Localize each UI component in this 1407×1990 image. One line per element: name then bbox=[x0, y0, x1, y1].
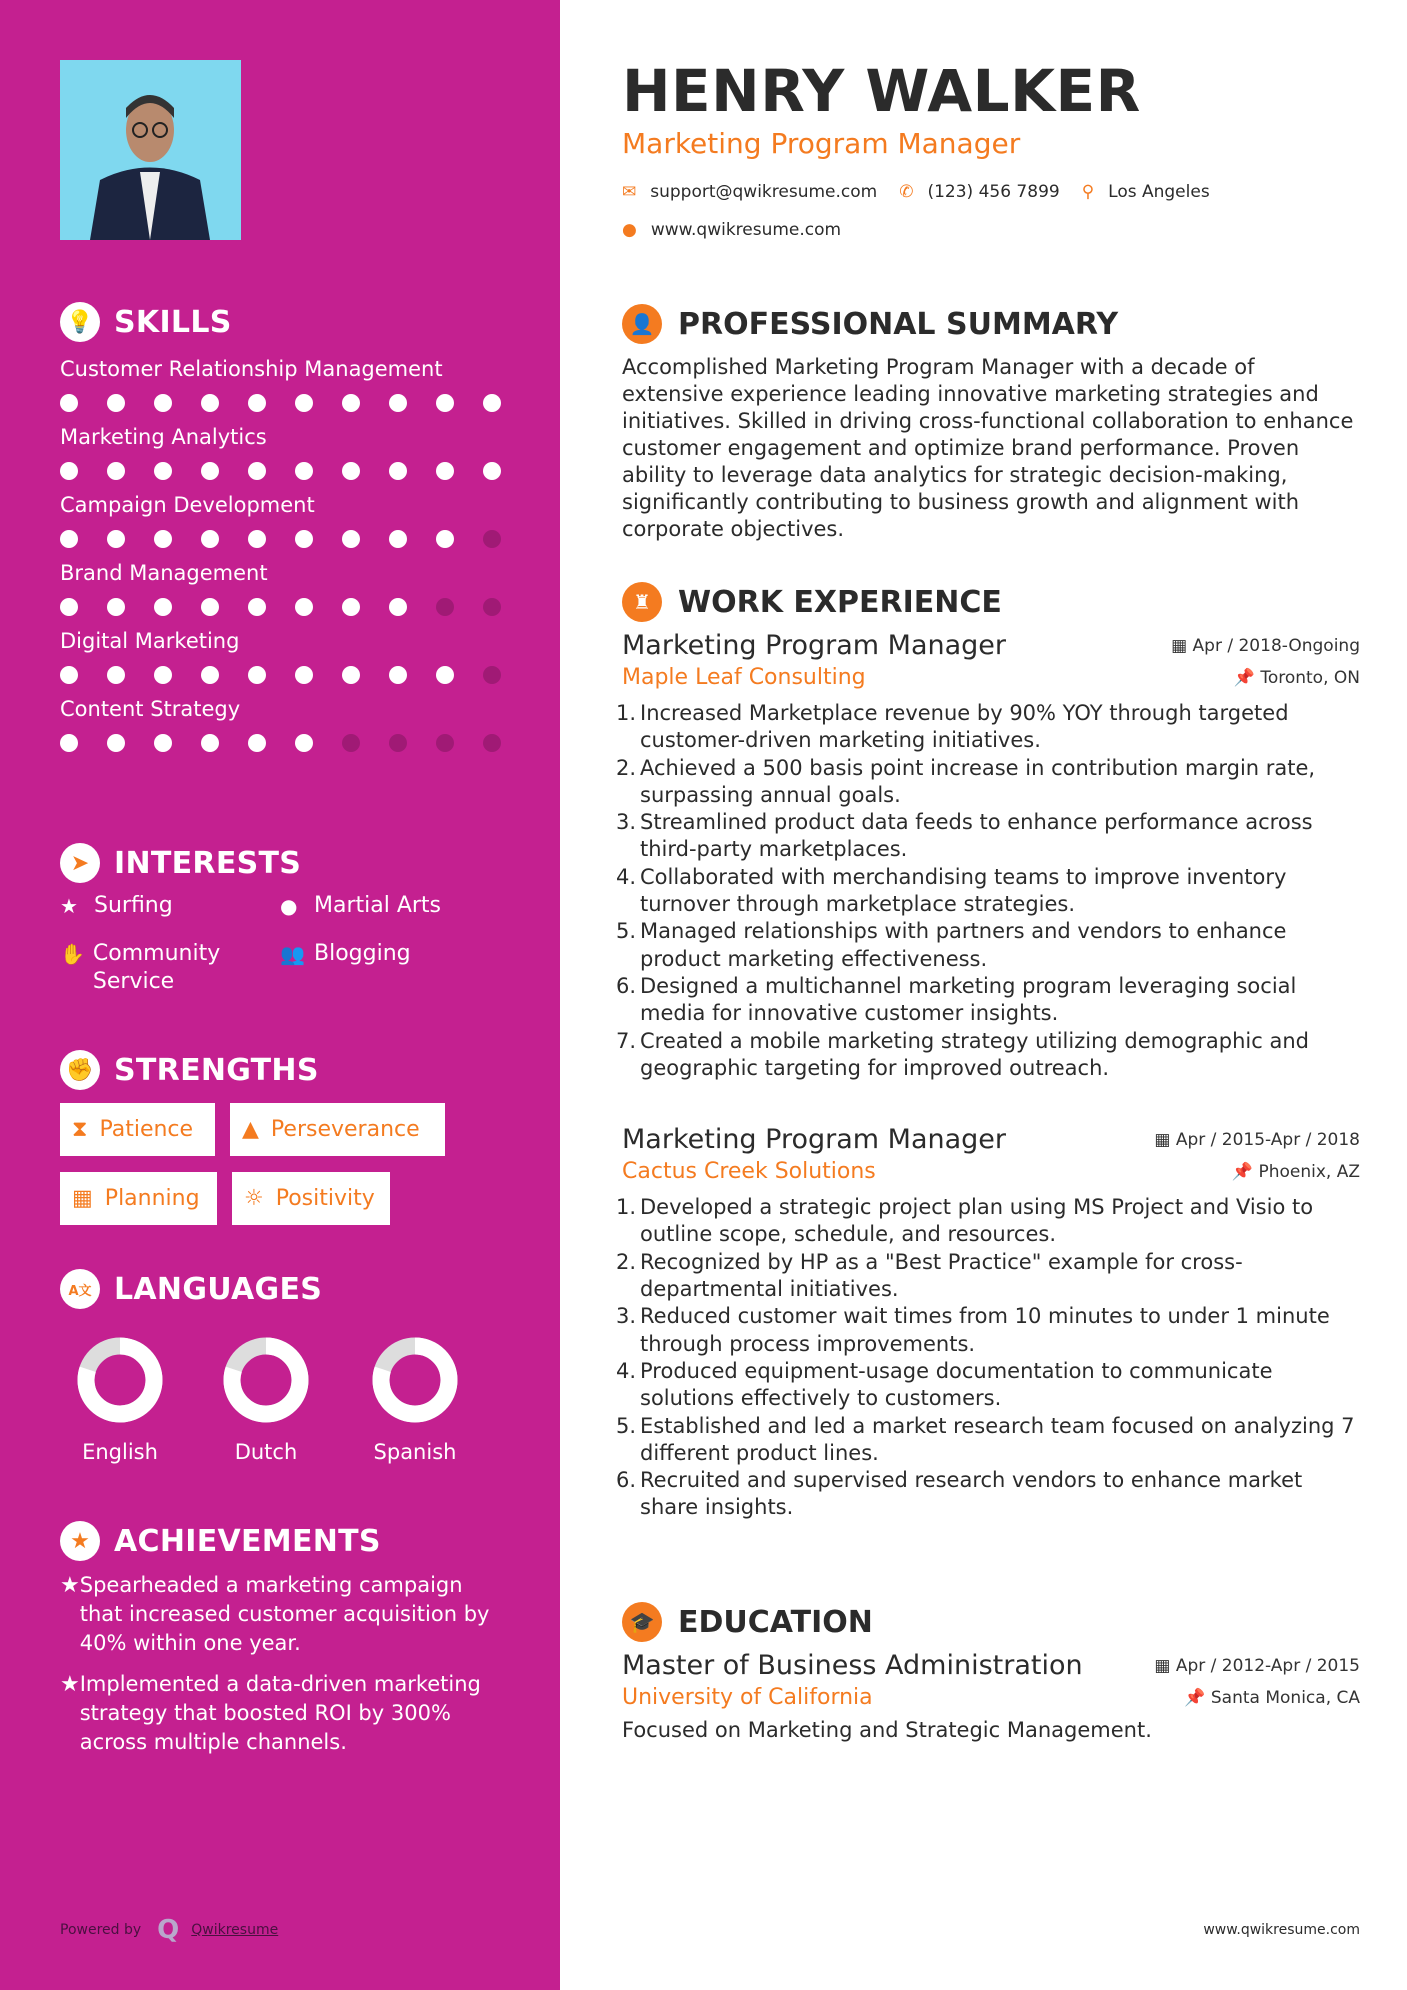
language-name: English bbox=[82, 1440, 158, 1464]
rating-dot bbox=[201, 394, 219, 412]
job-bullet bbox=[616, 809, 1364, 864]
rating-dot bbox=[295, 394, 313, 412]
email[interactable]: support@qwikresume.com bbox=[650, 182, 878, 202]
interest-item bbox=[280, 892, 441, 920]
rating-dot bbox=[436, 394, 454, 412]
skill-name: Content Strategy bbox=[60, 697, 241, 721]
job-title: Marketing Program Manager bbox=[622, 1124, 1006, 1156]
rating-dot bbox=[248, 598, 266, 616]
bullet-text: Reduced customer wait times from 10 minutes to under 1 minute through process improvements. bbox=[640, 1304, 1330, 1356]
rating-dot bbox=[201, 462, 219, 480]
bullet-number: 6. bbox=[616, 973, 637, 998]
interest-label: Surfing bbox=[94, 893, 173, 918]
powered-by bbox=[60, 1915, 278, 1945]
calendar-icon: ▦ bbox=[1171, 635, 1193, 656]
skill-rating bbox=[60, 734, 540, 752]
candidate-title: Marketing Program Manager bbox=[622, 127, 1021, 160]
rating-dot bbox=[60, 598, 78, 616]
rating-dot bbox=[154, 598, 172, 616]
rating-dot bbox=[436, 462, 454, 480]
skill-name: Campaign Development bbox=[60, 493, 315, 517]
achievement-item bbox=[60, 1571, 500, 1658]
rating-dot bbox=[107, 598, 125, 616]
contact-row bbox=[622, 182, 1210, 202]
skill-rating bbox=[60, 530, 540, 548]
envelope-icon: ✉ bbox=[622, 182, 637, 202]
rating-dot bbox=[342, 734, 360, 752]
strength-label: Patience bbox=[99, 1117, 194, 1142]
job-bullet bbox=[616, 1028, 1364, 1083]
rating-dot bbox=[342, 530, 360, 548]
rating-dot bbox=[483, 734, 501, 752]
job-location: Phoenix, AZ bbox=[1258, 1161, 1360, 1182]
skill-rating bbox=[60, 462, 540, 480]
job-bullet bbox=[616, 1303, 1364, 1358]
skill-rating bbox=[60, 394, 540, 412]
calendar-icon: ▦ bbox=[1154, 1129, 1176, 1150]
rating-dot bbox=[342, 462, 360, 480]
bullet-number: 4. bbox=[616, 864, 637, 889]
job-bullet bbox=[616, 1413, 1364, 1468]
interests-section bbox=[60, 841, 540, 995]
hand-icon: ✋ bbox=[60, 942, 85, 966]
skill-name: Customer Relationship Management bbox=[60, 357, 443, 381]
job-entry bbox=[616, 1124, 1364, 1522]
language-name: Dutch bbox=[234, 1440, 298, 1464]
bullet-number: 2. bbox=[616, 755, 637, 780]
location: Los Angeles bbox=[1108, 182, 1210, 202]
pushpin-icon: 📌 bbox=[1233, 667, 1261, 688]
calendar-icon: ▦ bbox=[1154, 1655, 1176, 1676]
rating-dot bbox=[107, 462, 125, 480]
rating-dot bbox=[248, 666, 266, 684]
achievement-text: Implemented a data-driven marketing strategy that boosted ROI by 300% across multiple channels. bbox=[79, 1672, 481, 1754]
degree: Master of Business Administration bbox=[622, 1650, 1083, 1681]
achievements-section bbox=[60, 1519, 500, 1769]
language-name: Spanish bbox=[373, 1440, 457, 1464]
strength-badge bbox=[232, 1172, 390, 1225]
rating-dot bbox=[389, 666, 407, 684]
rating-dot bbox=[154, 734, 172, 752]
rating-dot bbox=[60, 666, 78, 684]
section-title: ACHIEVEMENTS bbox=[114, 1523, 381, 1559]
rating-dot bbox=[201, 666, 219, 684]
strength-badge bbox=[230, 1103, 445, 1156]
candidate-name: HENRY WALKER bbox=[622, 57, 1141, 125]
bullet-number: 3. bbox=[616, 810, 637, 835]
section-title: INTERESTS bbox=[114, 845, 302, 881]
job-dates: Apr / 2018-Ongoing bbox=[1192, 635, 1360, 656]
profile-photo bbox=[60, 60, 241, 240]
interest-label: Community Service bbox=[92, 941, 221, 994]
strength-badge bbox=[60, 1103, 215, 1156]
bullet-text: Established and led a market research team focused on analyzing 7 different product lines. bbox=[640, 1413, 1355, 1465]
bullet-text: Produced equipment-usage documentation to communicate solutions effectively to customers. bbox=[640, 1358, 1273, 1411]
footer-website[interactable]: www.qwikresume.com bbox=[1203, 1922, 1360, 1938]
work-section bbox=[616, 580, 1364, 1522]
rating-dot bbox=[107, 394, 125, 412]
rating-dot bbox=[248, 394, 266, 412]
language-donut bbox=[370, 1335, 460, 1429]
bullet-text: Achieved a 500 basis point increase in contribution margin rate, surpassing annual goals. bbox=[640, 755, 1316, 807]
website-row bbox=[622, 220, 1210, 240]
bullet-number: 1. bbox=[616, 1195, 637, 1220]
rating-dot bbox=[248, 734, 266, 752]
rating-dot bbox=[60, 734, 78, 752]
sun-icon: ☼ bbox=[244, 1186, 264, 1211]
rating-dot bbox=[295, 530, 313, 548]
translate-icon: A文 bbox=[60, 1269, 100, 1309]
skills-section bbox=[60, 300, 540, 759]
skill-name: Brand Management bbox=[60, 561, 268, 585]
interest-item bbox=[60, 892, 173, 920]
rating-dot bbox=[342, 394, 360, 412]
bullet-text: Developed a strategic project plan using MS Project and Visio to outline scope, schedule, and resources. bbox=[640, 1195, 1314, 1247]
star-badge-icon: ★ bbox=[60, 1521, 100, 1561]
skill-rating bbox=[60, 598, 540, 616]
calendar-icon: ▦ bbox=[72, 1186, 93, 1211]
sidebar bbox=[0, 0, 560, 1990]
skill-name: Marketing Analytics bbox=[60, 425, 267, 449]
header bbox=[622, 56, 1210, 240]
fist-icon: ✊ bbox=[60, 1050, 100, 1090]
rating-dot bbox=[436, 530, 454, 548]
skill-name: Digital Marketing bbox=[60, 629, 240, 653]
rating-dot bbox=[295, 666, 313, 684]
rating-dot bbox=[389, 462, 407, 480]
bullet-text: Created a mobile marketing strategy utilizing demographic and geographic targeting for improved outreach. bbox=[640, 1028, 1309, 1080]
bullet-number: 2. bbox=[616, 1249, 637, 1274]
summary-section bbox=[622, 302, 1362, 543]
rating-dot bbox=[201, 734, 219, 752]
section-title: STRENGTHS bbox=[114, 1052, 319, 1088]
rating-dot bbox=[483, 394, 501, 412]
hourglass-icon: ⧗ bbox=[72, 1117, 88, 1142]
rating-dot bbox=[60, 462, 78, 480]
phone-icon: ✆ bbox=[899, 182, 914, 202]
strength-label: Planning bbox=[104, 1186, 200, 1211]
user-icon: 👤 bbox=[622, 304, 662, 344]
rating-dot bbox=[295, 462, 313, 480]
education-description: Focused on Marketing and Strategic Management. bbox=[622, 1718, 1152, 1742]
job-bullet bbox=[616, 700, 1364, 755]
rating-dot bbox=[60, 394, 78, 412]
bullet-text: Designed a multichannel marketing program leveraging social media for innovative customer insights. bbox=[640, 973, 1297, 1026]
rating-dot bbox=[389, 530, 407, 548]
section-title: SKILLS bbox=[114, 304, 232, 340]
rating-dot bbox=[483, 598, 501, 616]
phone: (123) 456 7899 bbox=[927, 182, 1060, 202]
job-bullet bbox=[616, 1249, 1364, 1304]
job-bullet bbox=[616, 1358, 1364, 1413]
company-name: Cactus Creek Solutions bbox=[622, 1159, 876, 1185]
bullet-number: 7. bbox=[616, 1028, 637, 1053]
bullet-text: Recognized by HP as a "Best Practice" example for cross-departmental initiatives. bbox=[640, 1249, 1243, 1302]
bullet-number: 6. bbox=[616, 1468, 637, 1493]
lightbulb-icon: 💡 bbox=[60, 302, 100, 342]
interest-item bbox=[60, 940, 260, 996]
rating-dot bbox=[201, 530, 219, 548]
language-donut bbox=[221, 1335, 311, 1429]
shooting-star-icon: ★ bbox=[60, 1573, 80, 1598]
bullet-number: 1. bbox=[616, 701, 637, 725]
qwikresume-logo-icon: Q bbox=[157, 1915, 180, 1945]
website[interactable]: www.qwikresume.com bbox=[650, 220, 842, 240]
rating-dot bbox=[248, 462, 266, 480]
paper-plane-icon: ➤ bbox=[60, 843, 100, 883]
rating-dot bbox=[483, 530, 501, 548]
bullet-number: 5. bbox=[616, 919, 637, 944]
globe-icon: ● bbox=[622, 220, 637, 240]
skill-rating bbox=[60, 666, 540, 684]
rating-dot bbox=[154, 462, 172, 480]
bullet-text: Increased Marketplace revenue by 90% YOY through targeted customer-driven marketing initiatives. bbox=[640, 701, 1289, 753]
education-location: Santa Monica, CA bbox=[1210, 1687, 1360, 1708]
interest-label: Blogging bbox=[314, 941, 411, 966]
bullet-text: Managed relationships with partners and vendors to enhance product marketing effectiveness. bbox=[640, 919, 1287, 971]
rating-dot bbox=[483, 666, 501, 684]
globe-icon: ● bbox=[280, 894, 298, 918]
rating-dot bbox=[342, 666, 360, 684]
achievement-item bbox=[60, 1670, 500, 1757]
rating-dot bbox=[436, 666, 454, 684]
road-icon: ▲ bbox=[242, 1117, 259, 1142]
summary-text: Accomplished Marketing Program Manager with a decade of extensive experience leading innovative marketing strategies and initiatives. Skilled in driving cross-functional collaboration to enhance customer engagement and optimize brand performance. Proven ability to leverage data analytics for strategic decision-making, significantly contributing to business growth and alignment with corporate objectives. bbox=[622, 355, 1354, 541]
map-pin-icon: ⚲ bbox=[1081, 182, 1095, 202]
bullet-number: 4. bbox=[616, 1358, 637, 1383]
rating-dot bbox=[389, 734, 407, 752]
pushpin-icon: 📌 bbox=[1231, 1161, 1259, 1182]
bullet-text: Collaborated with merchandising teams to improve inventory turnover through marketplace strategies. bbox=[640, 864, 1287, 917]
strength-label: Positivity bbox=[275, 1186, 375, 1211]
star-icon: ★ bbox=[60, 894, 78, 918]
strength-badge bbox=[60, 1172, 217, 1225]
section-title: LANGUAGES bbox=[114, 1271, 323, 1307]
bullet-text: Recruited and supervised research vendors to enhance market share insights. bbox=[640, 1468, 1303, 1520]
shooting-star-icon: ★ bbox=[60, 1672, 80, 1697]
rating-dot bbox=[154, 666, 172, 684]
achievement-text: Spearheaded a marketing campaign that increased customer acquisition by 40% within one year. bbox=[79, 1573, 490, 1655]
job-dates: Apr / 2015-Apr / 2018 bbox=[1175, 1129, 1360, 1150]
bullet-number: 3. bbox=[616, 1304, 637, 1329]
language-donut bbox=[75, 1335, 165, 1429]
powered-by-label: Powered by bbox=[60, 1922, 142, 1938]
pushpin-icon: 📌 bbox=[1184, 1687, 1211, 1708]
languages-section bbox=[60, 1267, 322, 1311]
job-bullet bbox=[616, 1467, 1364, 1522]
bullet-number: 5. bbox=[616, 1413, 637, 1438]
company-name: Maple Leaf Consulting bbox=[622, 665, 866, 690]
job-bullet bbox=[616, 1194, 1364, 1249]
education-section bbox=[622, 1600, 1360, 1742]
interest-label: Martial Arts bbox=[314, 893, 442, 918]
rating-dot bbox=[483, 462, 501, 480]
job-entry bbox=[616, 630, 1364, 1082]
school: University of California bbox=[622, 1685, 873, 1710]
section-title: WORK EXPERIENCE bbox=[678, 584, 1002, 620]
users-icon: 👥 bbox=[280, 942, 305, 966]
rating-dot bbox=[107, 666, 125, 684]
job-bullet bbox=[616, 864, 1364, 919]
rating-dot bbox=[436, 598, 454, 616]
rating-dot bbox=[436, 734, 454, 752]
job-location: Toronto, ON bbox=[1260, 667, 1360, 688]
rating-dot bbox=[60, 530, 78, 548]
rating-dot bbox=[389, 598, 407, 616]
job-bullet bbox=[616, 755, 1364, 810]
interest-item bbox=[280, 940, 411, 968]
graduate-icon: 🎓 bbox=[622, 1602, 662, 1642]
strength-label: Perseverance bbox=[270, 1117, 420, 1142]
rating-dot bbox=[154, 530, 172, 548]
section-title: PROFESSIONAL SUMMARY bbox=[678, 306, 1119, 342]
rating-dot bbox=[107, 530, 125, 548]
rating-dot bbox=[248, 530, 266, 548]
rating-dot bbox=[154, 394, 172, 412]
bullet-text: Streamlined product data feeds to enhance performance across third-party marketplaces. bbox=[640, 810, 1313, 862]
job-bullet bbox=[616, 973, 1364, 1028]
job-bullet bbox=[616, 918, 1364, 973]
education-dates: Apr / 2012-Apr / 2015 bbox=[1175, 1655, 1360, 1676]
section-title: EDUCATION bbox=[678, 1604, 873, 1640]
rating-dot bbox=[295, 598, 313, 616]
job-title: Marketing Program Manager bbox=[622, 630, 1006, 661]
rating-dot bbox=[201, 598, 219, 616]
chair-icon: ♜ bbox=[622, 582, 662, 622]
strengths-section bbox=[60, 1048, 319, 1092]
qwikresume-link[interactable]: Qwikresume bbox=[191, 1922, 279, 1938]
rating-dot bbox=[389, 394, 407, 412]
rating-dot bbox=[342, 598, 360, 616]
rating-dot bbox=[295, 734, 313, 752]
rating-dot bbox=[107, 734, 125, 752]
